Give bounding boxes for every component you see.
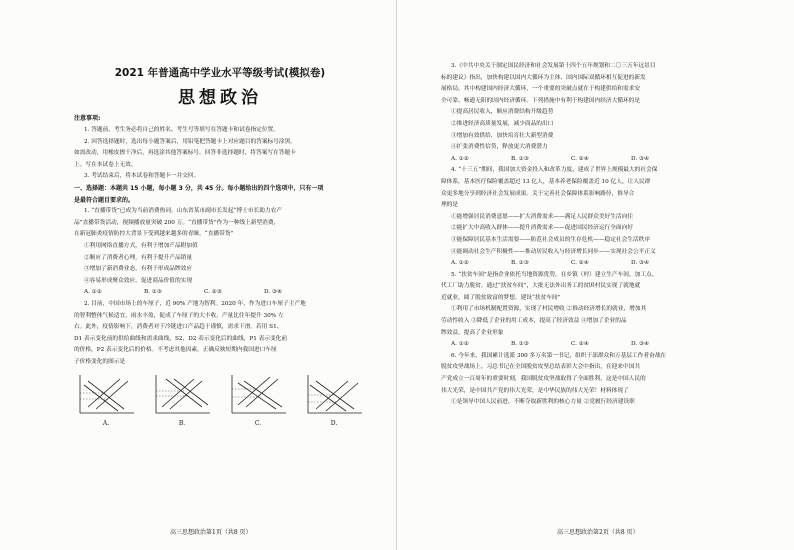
question-6-stem: 产党成立一百周年的重要时刻，我国脱贫攻坚战取得了全面胜利，这是中国人民的 <box>441 376 646 383</box>
exam-title: 2021 年普通高中学业水平等级考试(模拟卷) <box>114 67 326 79</box>
choice-a: A. ①② <box>84 289 102 296</box>
choice-b: B. ①③ <box>144 289 162 296</box>
left-page-footer: 高三思想政治第1页（共8 页） <box>170 529 252 536</box>
question-5-stem: 5. “扶贫车间”是指企业依托当地资源优势，在乡镇（村）建立生产车间，加工点、 <box>451 271 658 278</box>
choice-b: B. ①③ <box>511 341 529 348</box>
question-6-stem: 伟大光荣，是中国共产党的伟大光荣，是中华民族的伟大光荣！材料体现了 <box>441 387 629 394</box>
choice-d: D. ③④ <box>264 289 283 296</box>
question-3-stem: 展格局。其中构建国内经济大循环，一个重要的突破点就在于构建供给和需求安 <box>441 86 641 93</box>
question-4-stem: 障体系，基本医疗保险覆盖超过 13 亿人，基本养老保险覆盖近 10 亿人，让人民群 <box>441 178 651 185</box>
section-heading: 是最符合题目要求的。 <box>74 196 135 204</box>
question-6-stem: 6. 今年来，我国累计选派 300 多万名第一书记，组织干部群众和万基层工作者奋战在 <box>451 352 667 359</box>
choice-a: A. ①② <box>451 260 469 267</box>
question-4-stem: 理的是 <box>441 202 459 209</box>
question-2-stem: 的智利整体气候适宜，雨水丰盈，促成了车厘子的大丰收，产量比往年提升 30% 左 <box>74 312 284 319</box>
question-3-option: ②推进经济高质量发展，减少商品的出口 <box>451 120 554 127</box>
question-3-stem: 标的建议》指出，加快构建以国内大循环为主体、国内国际双循环相互促进的新发 <box>441 74 646 81</box>
question-2-stem: 右。此外，疫情影响下，消费者对于冷链进口产品趋于谨慎，需求下滑。若用 S1、 <box>74 324 283 331</box>
figure-a <box>74 371 138 429</box>
right-column <box>441 0 763 409</box>
right-page <box>397 0 794 550</box>
choice-b: B. ①③ <box>511 260 529 267</box>
question-2-stem: 子价格变化的图示是 <box>74 358 126 365</box>
question-3-choices <box>441 154 763 166</box>
left-column <box>74 0 366 429</box>
question-1-option: ①利用网络直播方式，有利于增加产品附加值 <box>84 242 198 249</box>
question-6-option: ①是领导中国人民前进、不断夺取新胜利的核心力量 ②党履行经济建设职 <box>451 399 635 406</box>
choice-c: C. ②③ <box>204 289 222 296</box>
question-3-stem: 全可靠、畅通无阻的国内经济循环。下列措施中有利于构建国内经济大循环的是 <box>441 97 641 104</box>
subject-title: 思想政治 <box>178 88 262 108</box>
choice-b: B. ①③ <box>511 155 529 162</box>
figure-label: B. <box>178 420 186 428</box>
question-3-option: ③增加有效供给，加快培育壮大新型消费 <box>451 132 554 139</box>
note-line: 3. 考试结束后，将本试卷和答题卡一并交回。 <box>84 173 200 180</box>
question-4-option: ②能扩大中高收入群体——提升消费需求——促进国民经济运行全面向好 <box>451 225 633 232</box>
supply-demand-figures <box>74 371 366 429</box>
question-1-choices <box>74 287 366 299</box>
supply-demand-graph-b <box>150 371 214 419</box>
note-line: 2. 回答选择题时，选出每小题答案后，用铅笔把答题卡上对应题目的答案标号涂黑。 <box>84 138 296 145</box>
note-line: 如需改动，用橡皮擦干净后，再选涂其他答案标号。回答非选择题时，将答案写在答题卡 <box>74 150 296 157</box>
choice-d: D. ③④ <box>631 341 650 348</box>
question-1-stem: 在新冠肺炎疫情防控大背景下受到越来越多的青睐。“直播带货” <box>74 231 234 238</box>
supply-demand-graph-a <box>74 371 138 419</box>
question-6-stem: 脱贫攻坚战场上。习总书记在全国脱贫攻坚总结表彰大会中指出，在迎来中国共 <box>441 364 641 371</box>
question-5-stem: 近就业，圆了脱贫致富的梦想。建设“扶贫车间” <box>441 294 561 301</box>
question-4-stem: 4. “十三五”期间，我国加大资金投入和改革力度，建成了世界上规模最大的社会保 <box>451 167 658 174</box>
question-4-option: ④能调动社会生产积极性——推动居民收入与经济增长同步——实现社会公平正义 <box>451 248 656 255</box>
figure-b <box>150 371 214 429</box>
supply-demand-graph-d <box>302 371 366 419</box>
figure-label: D. <box>330 420 338 428</box>
figure-label: A. <box>102 420 110 428</box>
question-2-stem: 的价格，P2 表示变化后的价格。不考虑其他因素，正确反映短期内我国进口车厘 <box>74 347 277 354</box>
question-3-option: ①提高居民收入，顺应消费结构升级趋势 <box>451 109 554 116</box>
supply-demand-graph-c <box>226 371 290 419</box>
question-2-stem: D1 表示变化前的供给曲线和需求曲线，S2、D2 表示变化后的曲线，P1 表示变化前 <box>74 335 288 342</box>
question-5-stem: 代工厂助力脱贫。通过“扶贫车间”，大批无法外出务工的贫困村民实现了就地就 <box>441 283 641 290</box>
notes-heading: 注意事项: <box>74 115 101 122</box>
question-1-option: ③增加了新消费业态，有利于形成品牌效应 <box>84 266 193 273</box>
question-4-option: ③能保障居民基本生活需要——防范社会成员的生存危机——稳定社会生活秩序 <box>451 236 651 243</box>
choice-d: D. ③④ <box>631 155 650 162</box>
right-page-footer: 高三思想政治第2页（共8 页） <box>557 529 639 536</box>
question-1-option: ④容易形成聚众效应，促进商品价值的实现 <box>84 277 193 284</box>
question-4-choices <box>441 258 763 270</box>
question-3-option: ④扩张消费性信贷，释放更大消费潜力 <box>451 144 548 151</box>
figure-d <box>302 371 366 429</box>
choice-c: C. ②④ <box>571 155 589 162</box>
question-5-option: 劳动性收入 ③降低了企业的用工成本，提高了经济效益 ④增加了企业的品 <box>441 318 627 325</box>
question-2-stem: 2. 目前，中国市场上的车厘子，近 90% 产地为智利。2020 年，作为进口车厘子主产地 <box>84 300 306 307</box>
choice-c: C. ②④ <box>571 260 589 267</box>
choice-c: C. ②④ <box>571 341 589 348</box>
choice-a: A. ①② <box>451 155 469 162</box>
question-5-choices <box>441 339 763 351</box>
question-1-stem: 品”直播带货活动，视频播放量突破 200 万。“直播带货”作为一种线上新型消费， <box>74 219 280 226</box>
question-1-option: ②顺应了消费者心理，有利于提升产品销量 <box>84 254 193 261</box>
question-4-option: ①能增强居民消费意愿——扩大消费需求——满足人民群众美好生活向往 <box>451 213 633 220</box>
section-heading: 一、选择题：本题共 15 小题，每小题 3 分，共 45 分。每小题给出的四个选项中，只有一项 <box>74 184 324 192</box>
note-line: 上。写在本试卷上无效。 <box>74 161 137 168</box>
question-4-stem: 众更多地分享到经济社会发展成果。关于完善社会保障体系影响路径，推导合 <box>441 190 635 197</box>
question-3-stem: 3.《中共中央关于制定国民经济和社会发展第十四个五年规划和二〇三五年远景目 <box>451 63 656 69</box>
figure-label: C. <box>254 420 262 428</box>
question-5-option: ①利用了市场机制配置资源，实现了村民增收 ②推动经济增长的就业，增加其 <box>451 306 647 313</box>
question-5-option: 牌效益，提高了企业形象 <box>441 329 504 336</box>
choice-a: A. ①② <box>451 341 469 348</box>
note-line: 1. 答题前，考生务必将自己的姓名、考生号等填写在答题卡和试卷指定位置。 <box>84 127 279 133</box>
question-1-stem: 1. “直播带货”已成为当前消费热词。山东省某市副市长发起“博士市长助力农产 <box>84 208 282 215</box>
choice-d: D. ③④ <box>631 260 650 267</box>
figure-c <box>226 371 290 429</box>
